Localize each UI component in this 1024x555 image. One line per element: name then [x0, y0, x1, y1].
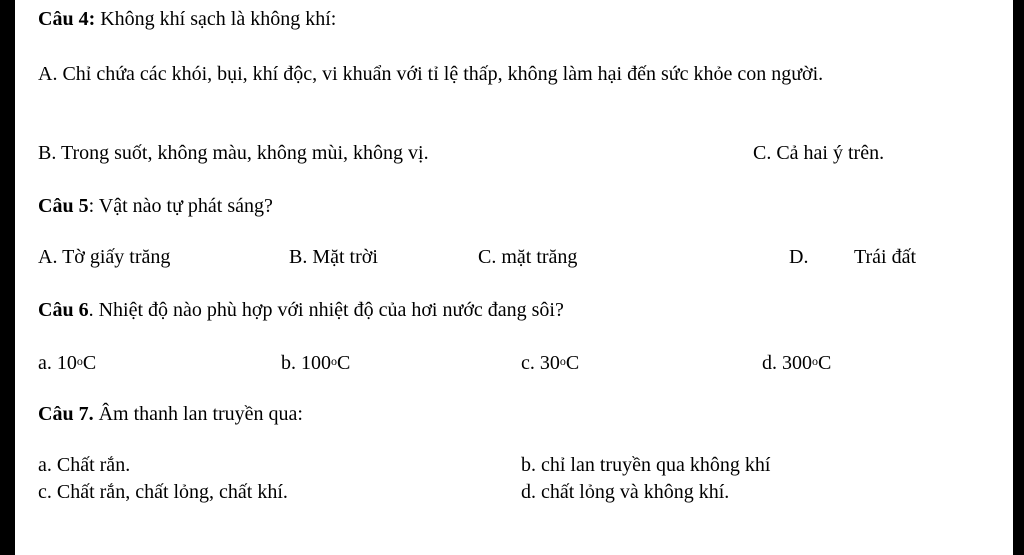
question-7-option-a: a. Chất rắn.: [38, 454, 131, 476]
question-4-option-c: C. Cả hai ý trên.: [753, 142, 885, 164]
document-page: [15, 0, 1013, 555]
question-5-option-d-text: Trái đất: [854, 246, 917, 268]
question-5-option-a: A. Tờ giấy trăng: [38, 246, 171, 268]
unit: C: [818, 352, 832, 374]
question-6-option-c-value: c. 30: [521, 352, 560, 374]
question-5-option-c: C. mặt trăng: [478, 246, 578, 268]
question-5-option-d-letter: D.: [789, 246, 809, 268]
question-6-label: Câu 6: [38, 299, 89, 321]
question-7-option-c: c. Chất rắn, chất lỏng, chất khí.: [38, 481, 288, 503]
question-7-label: Câu 7.: [38, 403, 94, 425]
unit: C: [565, 352, 580, 374]
question-6-option-d: [762, 348, 831, 376]
question-6-option-d-value: d. 300: [762, 352, 812, 374]
question-7-option-b: b. chỉ lan truyền qua không khí: [521, 454, 771, 476]
question-5-text: : Vật nào tự phát sáng?: [88, 195, 273, 217]
question-6-text: . Nhiệt độ nào phù hợp với nhiệt độ của hơi nước đang sôi?: [88, 299, 564, 321]
question-7-text: Âm thanh lan truyền qua:: [93, 403, 303, 425]
question-6-option-b: [281, 348, 350, 376]
degree-sign: o: [331, 354, 337, 368]
question-4-heading: [38, 6, 336, 32]
degree-sign: o: [812, 354, 818, 368]
question-6-option-a-value: a. 10: [38, 352, 77, 374]
question-4-option-a: A. Chỉ chứa các khói, bụi, khí độc, vi khuẩn với tỉ lệ thấp, không làm hại đến sức khỏe con người.: [38, 63, 824, 85]
question-5-label: Câu 5: [38, 195, 89, 217]
question-6-option-b-value: b. 100: [281, 352, 331, 374]
question-7-option-d: d. chất lỏng và không khí.: [521, 481, 730, 503]
degree-sign: o: [559, 354, 566, 368]
question-6-option-a: [38, 348, 96, 376]
question-6-option-c: [521, 348, 579, 376]
unit: C: [337, 352, 351, 374]
question-4-option-b: B. Trong suốt, không màu, không mùi, không vị.: [38, 142, 429, 164]
degree-sign: o: [76, 354, 83, 368]
question-5-option-b: B. Mặt trời: [289, 246, 378, 268]
question-7-heading: [38, 401, 303, 427]
question-6-heading: [38, 297, 564, 323]
question-4-label: Câu 4:: [38, 8, 96, 30]
unit: C: [82, 352, 97, 374]
question-5-heading: [38, 193, 273, 219]
question-4-text: Không khí sạch là không khí:: [100, 8, 337, 30]
